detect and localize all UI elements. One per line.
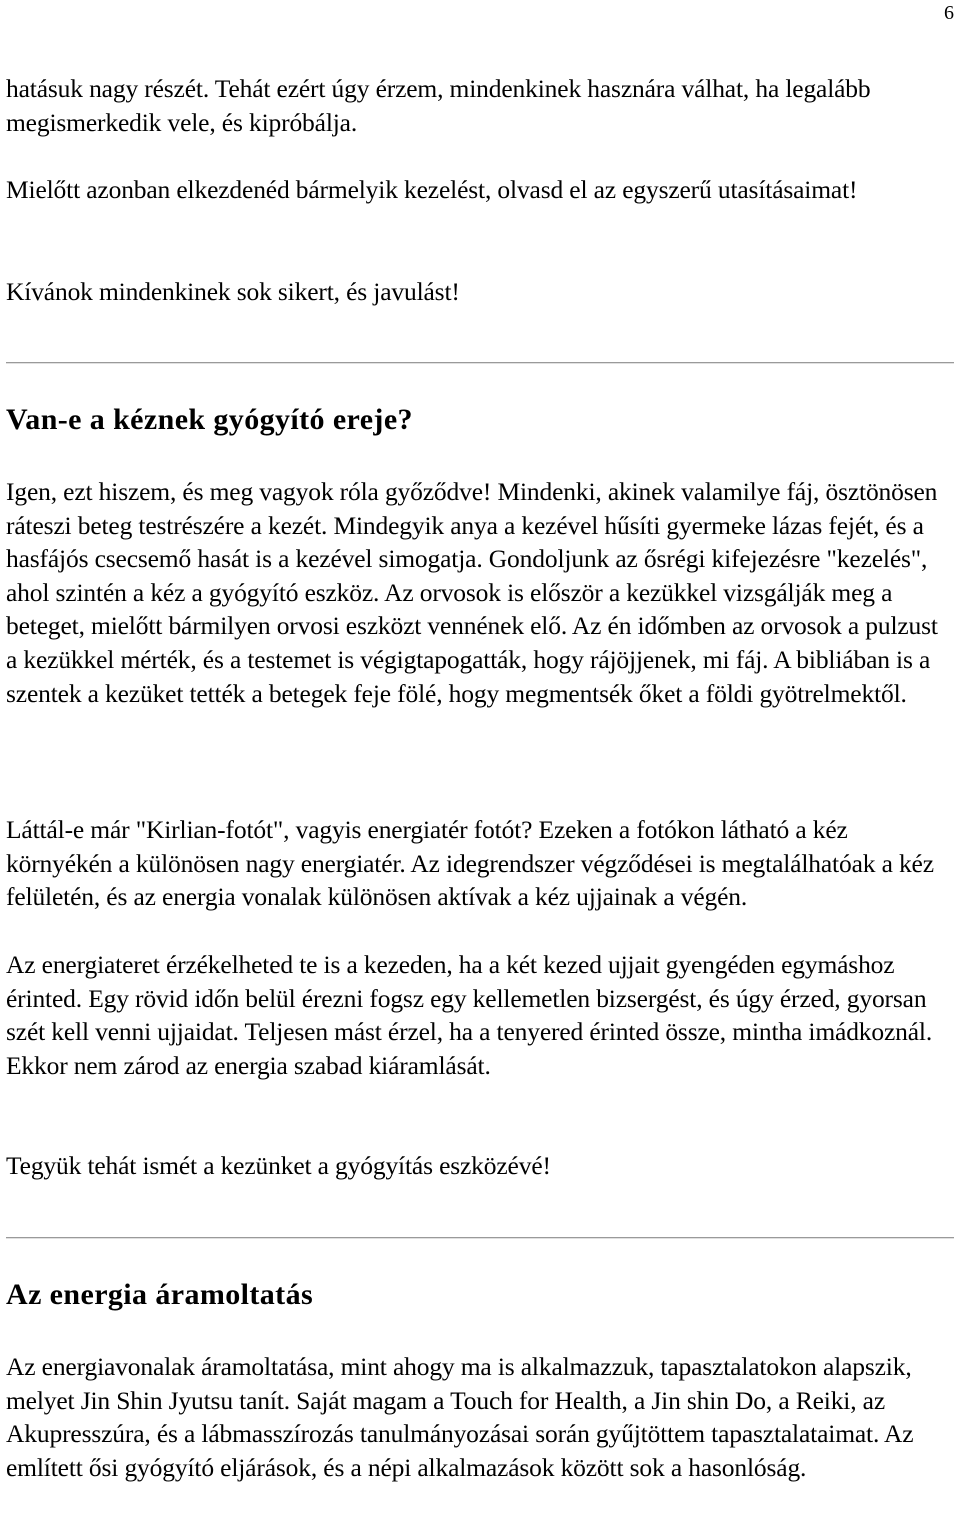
intro-paragraph-1: hatásuk nagy részét. Tehát ezért úgy érzem, mindenkinek hasznára válhat, ha legalább megismerkedik vele, és kipróbálja.	[6, 74, 871, 137]
page-number: 6	[944, 2, 954, 24]
section1-paragraph-2: Láttál-e már "Kirlian-fotót", vagyis energiatér fotót? Ezeken a fotókon látható a kéz környékén a különösen nagy energiatér. Az idegrendszer végződései is megtalálhatóak a kéz felületén, és az energia vonalak különösen aktívak a kéz ujjainak a végén.	[6, 815, 934, 912]
section1-paragraph-1: Igen, ezt hiszem, és meg vagyok róla győződve! Mindenki, akinek valamilye fáj, ösztönösen ráteszi beteg testrészére a kezét. Mindegyik anya a kezével hűsíti gyermeke lázas fejét, és a hasfájós csecsemő hasát is a kezével simogatja. Gondoljunk az ősrégi kifejezésre "kezelés", ahol szintén a kéz a gyógyító eszköz. Az orvosok is először a kezükkel vizsgálják meg a beteget, mielőtt bármilyen orvosi eszközt vennének elő. Az én időmben az orvosok a pulzust a kezükkel mérték, és a testemet is végigtapogatták, hogy rájöjjenek, mi fáj. A bibliában is a szentek a kezüket tették a betegek feje fölé, hogy megmentsék őket a földi gyötrelmektől.	[6, 477, 938, 708]
section-heading-healing-hands: Van-e a kéznek gyógyító ereje?	[6, 403, 413, 436]
intro-paragraph-2: Mielőtt azonban elkezdenéd bármelyik kezelést, olvasd el az egyszerű utasításaimat!	[6, 175, 858, 204]
intro-paragraph-3: Kívánok mindenkinek sok sikert, és javulást!	[6, 277, 460, 306]
section1-paragraph-4: Tegyük tehát ismét a kezünket a gyógyítás eszközévé!	[6, 1151, 551, 1180]
section-divider-2	[6, 1237, 954, 1239]
section1-paragraph-3: Az energiateret érzékelheted te is a kezeden, ha a két kezed ujjait gyengéden egymáshoz érinted. Egy rövid időn belül érezni fogsz egy kellemetlen bizsergést, és úgy érzed, gyorsan szét kell venni ujjaidat. Teljesen mást érzel, ha a tenyered érinted össze, mintha imádkoznál. Ekkor nem zárod az energia szabad kiáramlását.	[6, 950, 933, 1080]
section-heading-energy-flow: Az energia áramoltatás	[6, 1278, 314, 1311]
section-divider-1	[6, 362, 954, 364]
section2-paragraph-1: Az energiavonalak áramoltatása, mint ahogy ma is alkalmazzuk, tapasztalatokon alapszik, melyet Jin Shin Jyutsu tanít. Saját magam a Touch for Health, a Jin shin Do, a Reiki, az Akupresszúra, és a lábmasszírozás tanulmányozásai során gyűjtöttem tapasztalataimat. Az említett ősi gyógyító eljárások, és a népi alkalmazások között sok a hasonlóság.	[6, 1352, 914, 1482]
